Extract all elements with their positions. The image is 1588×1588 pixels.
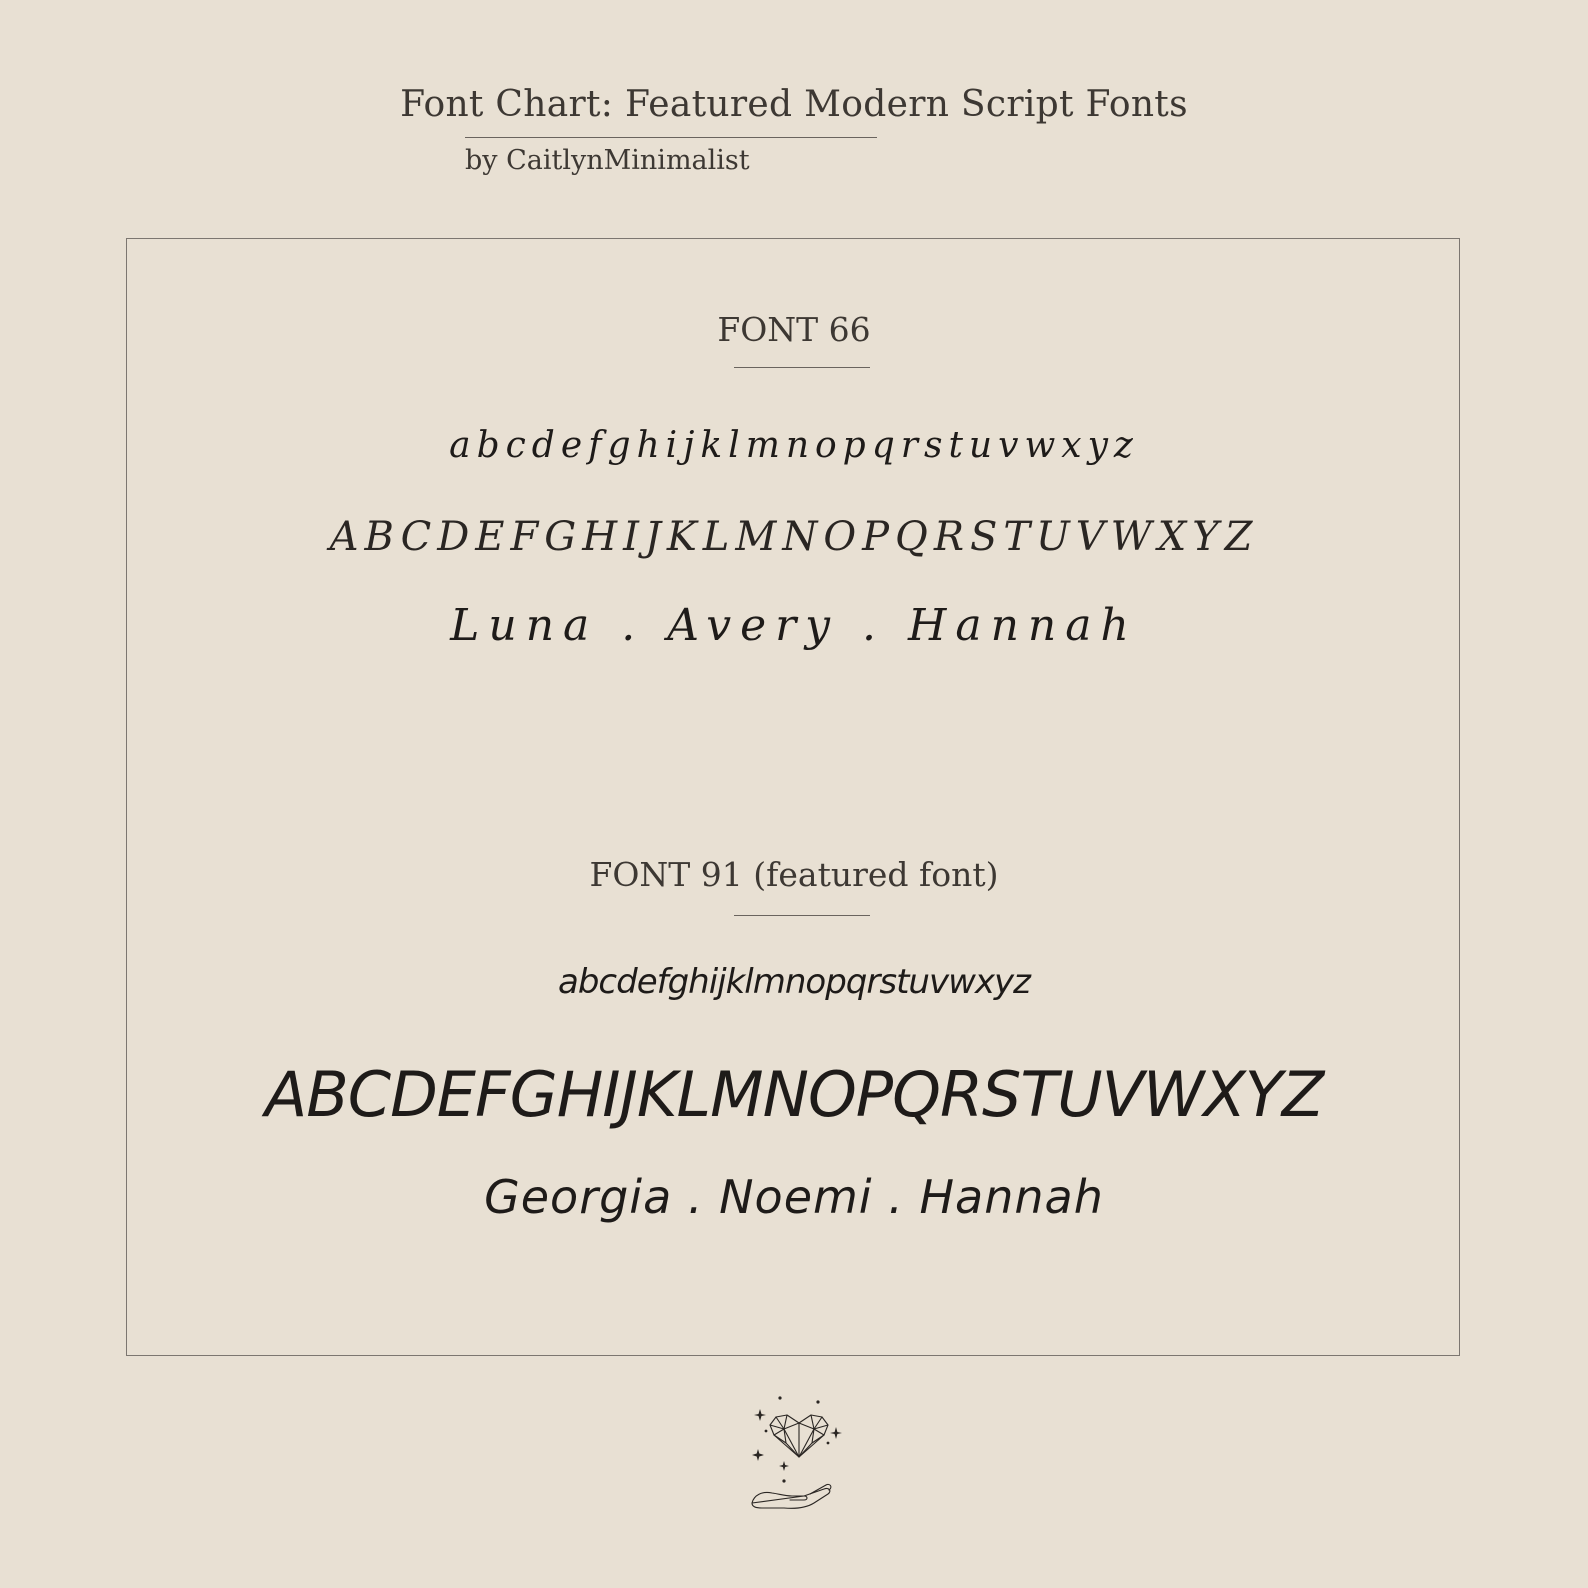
font-91-heading: FONT 91 (featured font) <box>589 855 999 894</box>
font-91-names-sample: Georgia . Noemi . Hannah <box>484 1170 1104 1224</box>
font-91-uppercase-sample: ABCDEFGHIJKLMNOPQRSTUVWXYZ <box>264 1058 1324 1131</box>
font-66-names-sample: Luna . Avery . Hannah <box>450 600 1138 651</box>
font-66-heading: FONT 66 <box>717 310 871 349</box>
title-divider <box>465 137 877 138</box>
font-91-divider <box>734 915 870 916</box>
heart-on-hand-icon <box>744 1395 854 1515</box>
font-91-lowercase-sample: abcdefghijklmnopqrstuvwxyz <box>558 962 1030 1002</box>
byline: by CaitlynMinimalist <box>465 145 750 176</box>
page-title: Font Chart: Featured Modern Script Fonts <box>400 84 1188 125</box>
font-66-uppercase-sample: ABCDEFGHIJKLMNOPQRSTUVWXYZ <box>329 514 1259 560</box>
font-66-lowercase-sample: abcdefghijklmnopqrstuvwxyz <box>449 425 1139 466</box>
font-66-divider <box>734 367 870 368</box>
